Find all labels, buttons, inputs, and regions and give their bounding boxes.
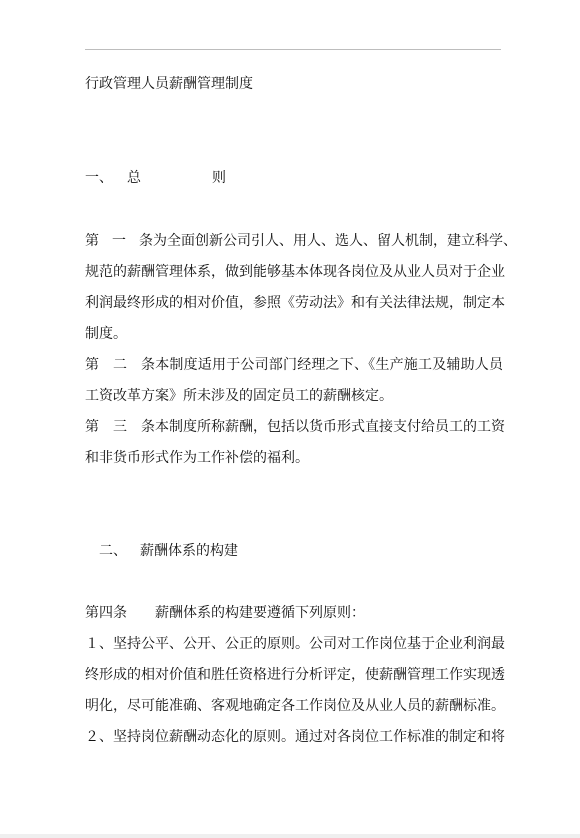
section-1-title-part1: 总 <box>127 170 141 186</box>
principle-1-line-1: １、坚持公平、公开、公正的原则。公司对工作岗位基于企业利润最 <box>85 636 505 652</box>
document-title: 行政管理人员薪酬管理制度 <box>85 76 253 92</box>
article-3-line-1-text: 本制度所称薪酬，包括以货币形式直接支付给员工的工资 <box>155 419 505 435</box>
article-3 <box>85 412 503 474</box>
section-1-number: 一、 <box>85 170 113 186</box>
page-bottom-edge <box>0 834 580 838</box>
article-1-line-2: 规范的薪酬管理体系，做到能够基本体现各岗位及从业人员对于企业 <box>85 264 505 280</box>
article-2 <box>85 350 503 412</box>
principle-1-line-2: 终形成的相对价值和胜任资格进行分析评定，使薪酬管理工作实现透 <box>85 667 505 683</box>
principle-2 <box>85 722 503 753</box>
article-2-line <box>85 350 503 381</box>
article-4-text: 薪酬体系的构建要遵循下列原则： <box>155 605 365 621</box>
article-2-line-1-text: 本制度适用于公司部门经理之下、《生产施工及辅助人员 <box>155 357 503 373</box>
section-2-title: 薪酬体系的构建 <box>140 543 238 559</box>
article-1 <box>85 226 517 350</box>
principle-2-line-1: ２、坚持岗位薪酬动态化的原则。通过对各岗位工作标准的制定和将 <box>85 729 505 745</box>
section-2-heading <box>99 540 299 562</box>
article-2-line-2: 工资改革方案》所未涉及的固定员工的薪酬核定。 <box>85 388 393 404</box>
principle-1-line-3: 明化，尽可能准确、客观地确定各工作岗位及从业人员的薪酬标准。 <box>85 698 505 714</box>
article-3-line-2: 和非货币形式作为工作补偿的福利。 <box>85 450 309 466</box>
article-1-label: 第一条 <box>85 233 153 249</box>
section-2-number: 二、 <box>99 543 127 559</box>
article-4-line <box>85 598 503 629</box>
header-rule <box>85 49 501 50</box>
principle-1 <box>85 629 503 722</box>
article-1-line-1-text: 为全面创新公司引人、用人、选人、留人机制，建立科学、 <box>153 233 517 249</box>
article-2-label: 第二条 <box>85 357 155 373</box>
article-3-line <box>85 412 503 443</box>
section-1-title-part2: 则 <box>212 170 226 186</box>
article-1-line <box>85 226 517 257</box>
article-3-label: 第三条 <box>85 419 155 435</box>
article-1-line-3: 利润最终形成的相对价值，参照《劳动法》和有关法律法规，制定本 <box>85 295 505 311</box>
article-4 <box>85 598 503 629</box>
article-4-label: 第四条 <box>85 605 127 621</box>
section-1-heading <box>85 167 285 189</box>
article-1-line-4: 制度。 <box>85 326 127 342</box>
